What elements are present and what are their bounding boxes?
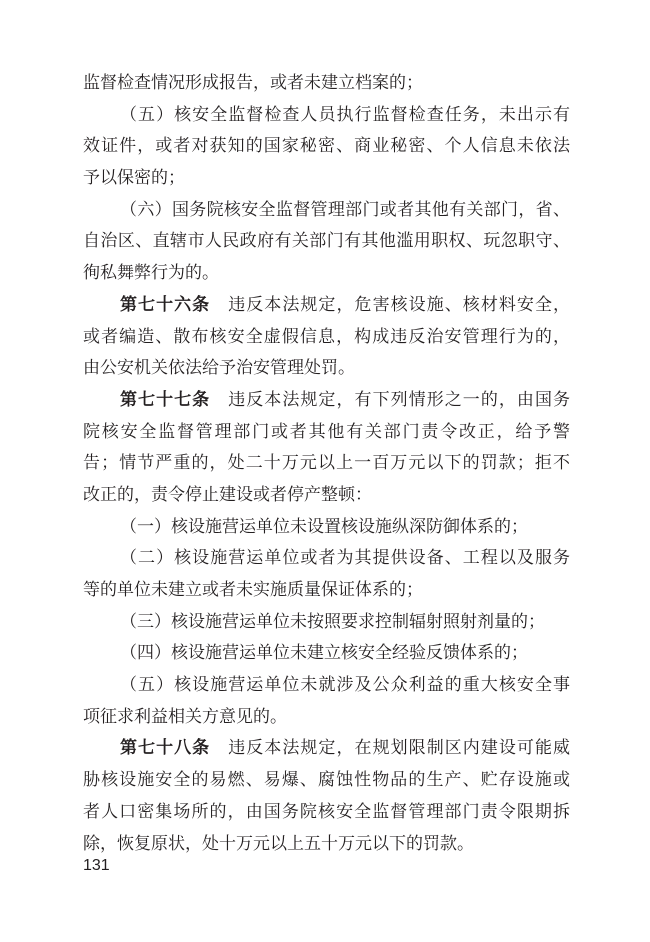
article-heading: 第七十六条 xyxy=(120,294,211,314)
text-line: 效证件，或者对获知的国家秘密、商业秘密、个人信息未依法 xyxy=(83,136,570,156)
text-line: 徇私舞弊行为的。 xyxy=(83,263,219,283)
article-paragraph xyxy=(83,289,570,384)
text-body xyxy=(83,67,570,859)
list-item xyxy=(83,194,570,289)
text-line: （五）核安全监督检查人员执行监督检查任务，未出示有 xyxy=(120,104,570,124)
article-text: 违反本法规定，有下列情形之一的，由国务 xyxy=(228,389,570,409)
article-paragraph xyxy=(83,384,570,511)
text-line: 者人口密集场所的，由国务院核安全监督管理部门责令限期拆 xyxy=(83,801,570,821)
text-line: （五）核设施营运单位未就涉及公众利益的重大核安全事 xyxy=(120,675,570,695)
text-line: （一）核设施营运单位未设置核设施纵深防御体系的； xyxy=(120,516,528,536)
text-line: 改正的，责令停止建设或者停产整顿： xyxy=(83,484,372,504)
list-item xyxy=(83,606,570,638)
list-item xyxy=(83,637,570,669)
paragraph-continuation xyxy=(83,67,570,99)
text-line: 院核安全监督管理部门或者其他有关部门责令改正，给予警 xyxy=(83,421,570,441)
text-line xyxy=(83,289,570,321)
article-heading: 第七十七条 xyxy=(120,389,211,409)
text-line: 胁核设施安全的易燃、易爆、腐蚀性物品的生产、贮存设施或 xyxy=(83,770,570,790)
text-line: （三）核设施营运单位未按照要求控制辐射照射剂量的； xyxy=(120,611,545,631)
page-number: 131 xyxy=(83,857,110,874)
article-paragraph xyxy=(83,732,570,859)
text-line: 自治区、直辖市人民政府有关部门有其他滥用职权、玩忽职守、 xyxy=(83,231,570,251)
text-line: （二）核设施营运单位或者为其提供设备、工程以及服务 xyxy=(120,548,570,568)
text-line: 由公安机关依法给予治安管理处罚。 xyxy=(83,358,355,378)
text-line: 告；情节严重的，处二十万元以上一百万元以下的罚款；拒不 xyxy=(83,453,570,473)
text-line: 除，恢复原状，处十万元以上五十万元以下的罚款。 xyxy=(83,833,474,853)
text-line: （六）国务院核安全监督管理部门或者其他有关部门，省、 xyxy=(120,199,570,219)
list-item xyxy=(83,99,570,194)
list-item xyxy=(83,542,570,605)
text-line: 予以保密的； xyxy=(83,168,185,188)
list-item xyxy=(83,511,570,543)
article-heading: 第七十八条 xyxy=(120,738,211,758)
text-line: 监督检查情况形成报告，或者未建立档案的； xyxy=(83,73,423,92)
text-line xyxy=(83,384,570,416)
text-line: 项征求利益相关方意见的。 xyxy=(83,706,287,726)
article-text: 违反本法规定，在规划限制区内建设可能威 xyxy=(228,738,570,758)
text-line: 等的单位未建立或者未实施质量保证体系的； xyxy=(83,580,423,599)
text-line xyxy=(83,732,570,764)
text-line: （四）核设施营运单位未建立核安全经验反馈体系的； xyxy=(120,643,528,663)
text-line: 或者编造、散布核安全虚假信息，构成违反治安管理行为的， xyxy=(83,326,570,346)
article-text: 违反本法规定，危害核设施、核材料安全， xyxy=(228,294,570,314)
list-item xyxy=(83,669,570,732)
